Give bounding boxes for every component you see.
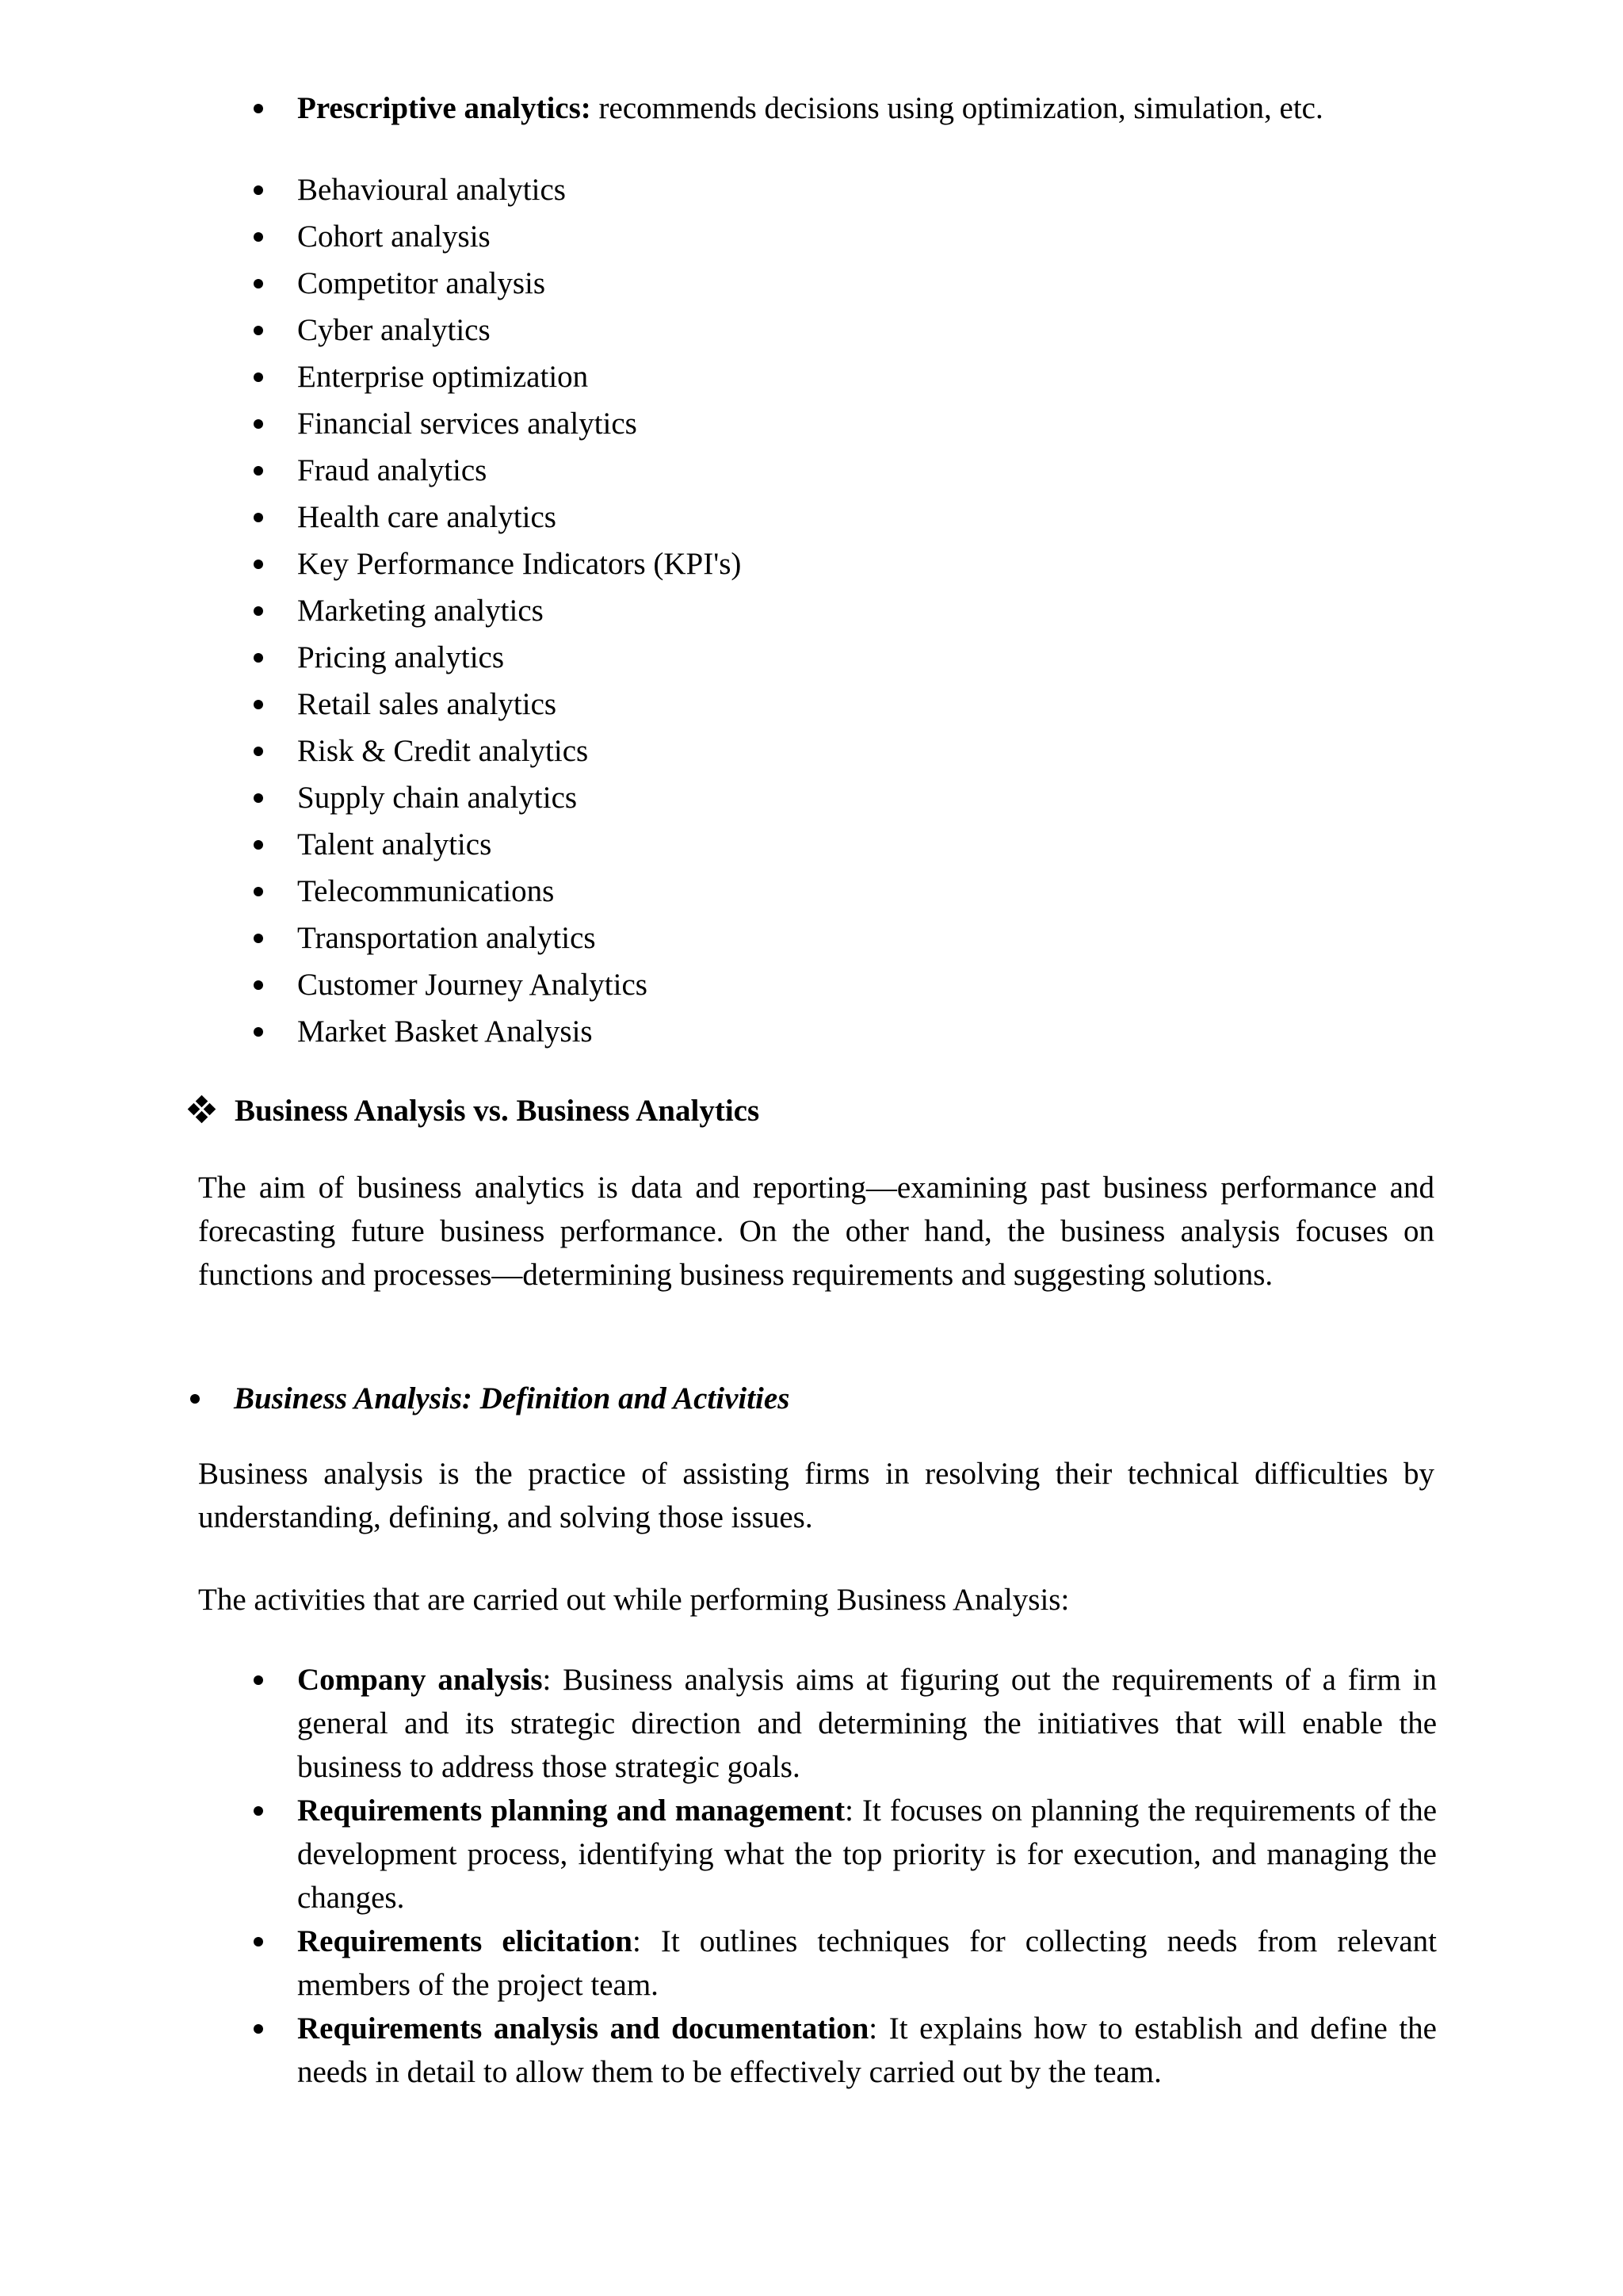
definition-paragraph: Business analysis is the practice of assisting firms in resolving their technical difficulties by understanding, defining, and solving those issues. xyxy=(198,1457,1434,1534)
list-item: Cyber analytics xyxy=(297,307,1438,353)
sub-heading xyxy=(234,1375,789,1422)
bullet-icon xyxy=(254,326,263,335)
section-heading xyxy=(189,1087,759,1134)
list-item: Enterprise optimization xyxy=(297,353,1438,400)
item-term: Requirements planning and management xyxy=(297,1794,846,1828)
list-item: Cohort analysis xyxy=(297,213,1438,260)
list-item: Customer Journey Analytics xyxy=(297,961,1438,1008)
list-item: Supply chain analytics xyxy=(297,774,1438,821)
bullet-icon xyxy=(254,934,263,943)
list-item: Health care analytics xyxy=(297,494,1438,541)
item-term: Company analysis xyxy=(297,1663,543,1697)
bullet-icon xyxy=(254,606,263,616)
bullet-icon xyxy=(254,700,263,709)
bullet-icon xyxy=(254,1937,263,1946)
list-item xyxy=(297,2007,1437,2094)
list-item: Financial services analytics xyxy=(297,400,1438,447)
bullet-icon xyxy=(254,185,263,195)
item-term: Requirements elicitation xyxy=(297,1924,632,1958)
item-text: : It explains how to establish and define the needs in detail to allow them to be effectively carried out by the team. xyxy=(297,2011,1437,2089)
list-item: Behavioural analytics xyxy=(297,166,1438,213)
analytics-types-list xyxy=(297,166,1438,1055)
bullet-icon xyxy=(254,372,263,382)
list-item: Competitor analysis xyxy=(297,260,1438,307)
list-item xyxy=(297,1920,1437,2007)
four-diamond-icon xyxy=(189,1096,216,1123)
bullet-icon xyxy=(254,419,263,429)
list-item: Pricing analytics xyxy=(297,634,1438,681)
list-item xyxy=(297,1658,1437,1789)
list-item: Market Basket Analysis xyxy=(297,1008,1438,1055)
bullet-icon xyxy=(254,980,263,990)
list-item: Talent analytics xyxy=(297,821,1438,868)
item-text: recommends decisions using optimization, simulation, etc. xyxy=(590,91,1323,125)
activities-list xyxy=(297,1658,1437,2094)
item-text: : It outlines techniques for collecting needs from relevant members of the project team. xyxy=(297,1924,1437,2002)
bullet-icon xyxy=(254,887,263,896)
item-term: Requirements analysis and documentation xyxy=(297,2011,869,2046)
analysis-vs-analytics-paragraph: The aim of business analytics is data and reporting—examining past business performance and forecasting future business performance. On the other hand, the business analysis focuses on functions and processes—determining business requirements and suggesting solutions. xyxy=(198,1171,1434,1292)
list-item: Transportation analytics xyxy=(297,915,1438,961)
sub-heading-text: Business Analysis: Definition and Activities xyxy=(234,1381,790,1415)
bullet-icon xyxy=(254,104,263,113)
bullet-icon xyxy=(254,2024,263,2034)
list-item xyxy=(297,1789,1437,1920)
list-item: Retail sales analytics xyxy=(297,681,1438,728)
list-item: Telecommunications xyxy=(297,868,1438,915)
bullet-icon xyxy=(254,793,263,803)
item-text: : It focuses on planning the requirements of the development process, identifying what the top priority is for execution, and managing the changes. xyxy=(297,1794,1438,1915)
activities-intro-paragraph: The activities that are carried out while performing Business Analysis: xyxy=(198,1583,1070,1617)
bullet-icon xyxy=(190,1394,200,1404)
bullet-icon xyxy=(254,653,263,663)
bullet-icon xyxy=(254,840,263,850)
section-heading-text: Business Analysis vs. Business Analytics xyxy=(235,1094,760,1128)
bullet-icon xyxy=(254,513,263,522)
bullet-icon xyxy=(254,1806,263,1816)
list-item: Fraud analytics xyxy=(297,447,1438,494)
bullet-icon xyxy=(254,560,263,569)
bullet-icon xyxy=(254,1027,263,1037)
prescriptive-analytics-item xyxy=(297,85,1438,132)
list-item: Key Performance Indicators (KPI's) xyxy=(297,541,1438,587)
item-term: Prescriptive analytics: xyxy=(297,91,591,125)
list-item: Risk & Credit analytics xyxy=(297,728,1438,774)
bullet-icon xyxy=(254,279,263,288)
bullet-icon xyxy=(254,747,263,756)
bullet-icon xyxy=(254,232,263,242)
list-item: Marketing analytics xyxy=(297,587,1438,634)
item-text: : Business analysis aims at figuring out the requirements of a firm in general and its strategic direction and determining the initiatives that will enable the business to address those strategic goals. xyxy=(297,1663,1438,1784)
bullet-icon xyxy=(254,1675,263,1685)
bullet-icon xyxy=(254,466,263,476)
